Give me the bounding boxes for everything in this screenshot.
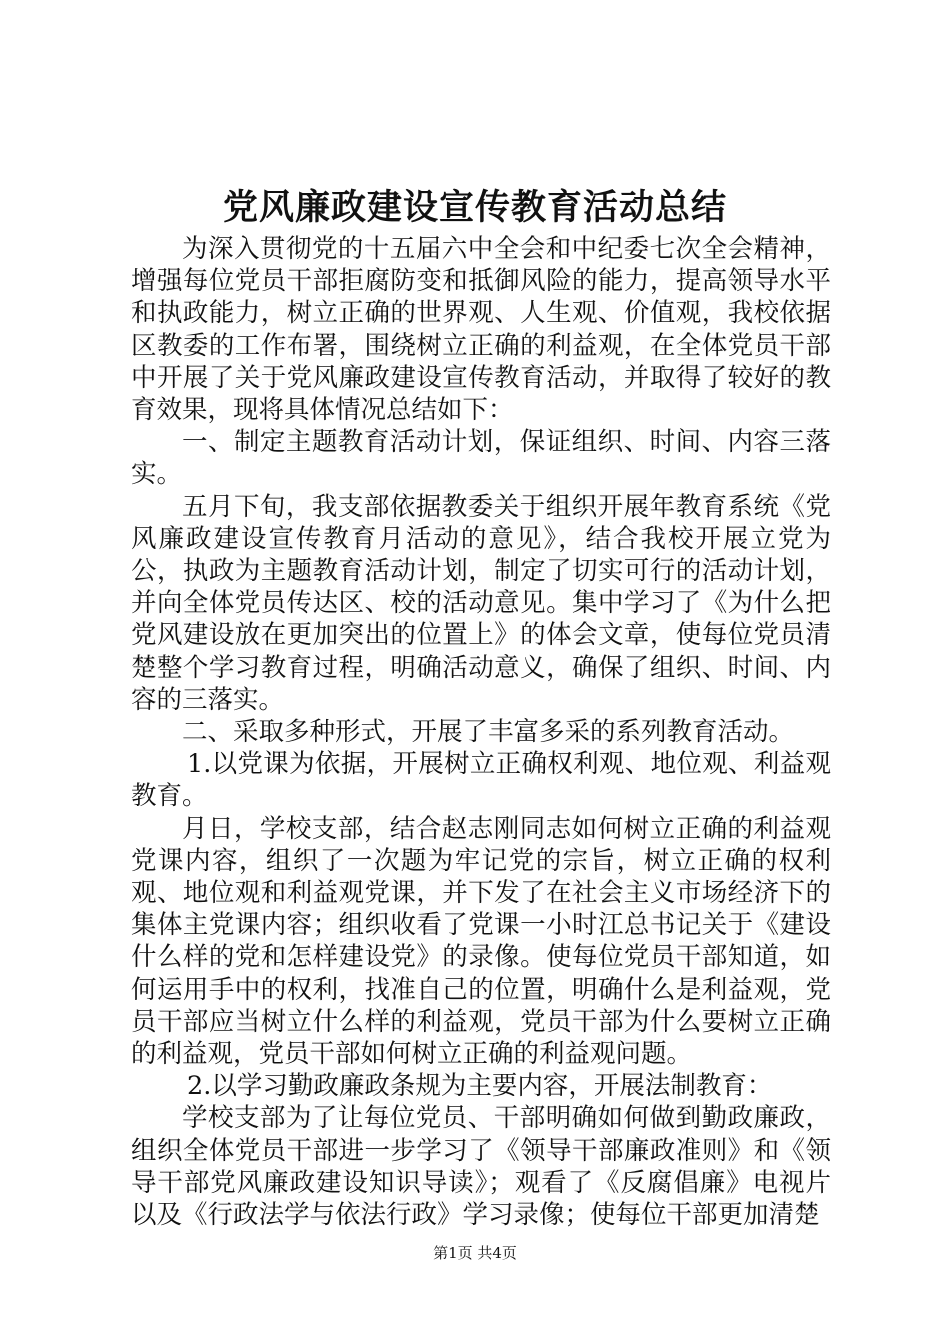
document-body bbox=[131, 233, 831, 1231]
document-title: 党风廉政建设宣传教育活动总结 bbox=[222, 187, 727, 228]
subsection-heading-1: 1.以党课为依据，开展树立正确权利观、地位观、利益观教育。 bbox=[131, 749, 831, 812]
paragraph: 学校支部为了让每位党员、干部明确如何做到勤政廉政，组织全体党员干部进一步学习了《领导干部廉政准则》和《领导干部党风廉政建设知识导读》；观看了《反腐倡廉》电视片以及《行政法学与依法行政》学习录像；使每位干部更加清楚 bbox=[131, 1103, 831, 1231]
page-footer: 第1页 共4页 bbox=[433, 1244, 517, 1262]
paragraph-intro: 为深入贯彻党的十五届六中全会和中纪委七次全会精神，增强每位党员干部拒腐防变和抵御风险的能力，提高领导水平和执政能力，树立正确的世界观、人生观、价值观，我校依据区教委的工作布署，围绕树立正确的利益观，在全体党员干部中开展了关于党风廉政建设宣传教育活动，并取得了较好的教育效果，现将具体情况总结如下： bbox=[131, 234, 831, 426]
subsection-heading-2: 2.以学习勤政廉政条规为主要内容，开展法制教育： bbox=[187, 1071, 773, 1102]
section-heading-1: 一、制定主题教育活动计划，保证组织、时间、内容三落实。 bbox=[131, 427, 831, 490]
section-heading-2: 二、采取多种形式，开展了丰富多采的系列教育活动。 bbox=[182, 717, 795, 748]
paragraph: 五月下旬，我支部依据教委关于组织开展年教育系统《党风廉政建设宣传教育月活动的意见》，结合我校开展立党为公，执政为主题教育活动计划，制定了切实可行的活动计划，并向全体党员传达区、校的活动意见。集中学习了《为什么把党风建设放在更加突出的位置上》的体会文章，使每位党员清楚整个学习教育过程，明确活动意义，确保了组织、时间、内容的三落实。 bbox=[131, 491, 831, 715]
paragraph: 月日，学校支部，结合赵志刚同志如何树立正确的利益观党课内容，组织了一次题为牢记党的宗旨，树立正确的权利观、地位观和利益观党课，并下发了在社会主义市场经济下的集体主党课内容；组织收看了党课一小时江总书记关于《建设什么样的党和怎样建设党》的录像。使每位党员干部知道，如何运用手中的权利，找准自己的位置，明确什么是利益观，党员干部应当树立什么样的利益观，党员干部为什么要树立正确的利益观，党员干部如何树立正确的利益观问题。 bbox=[131, 813, 831, 1070]
